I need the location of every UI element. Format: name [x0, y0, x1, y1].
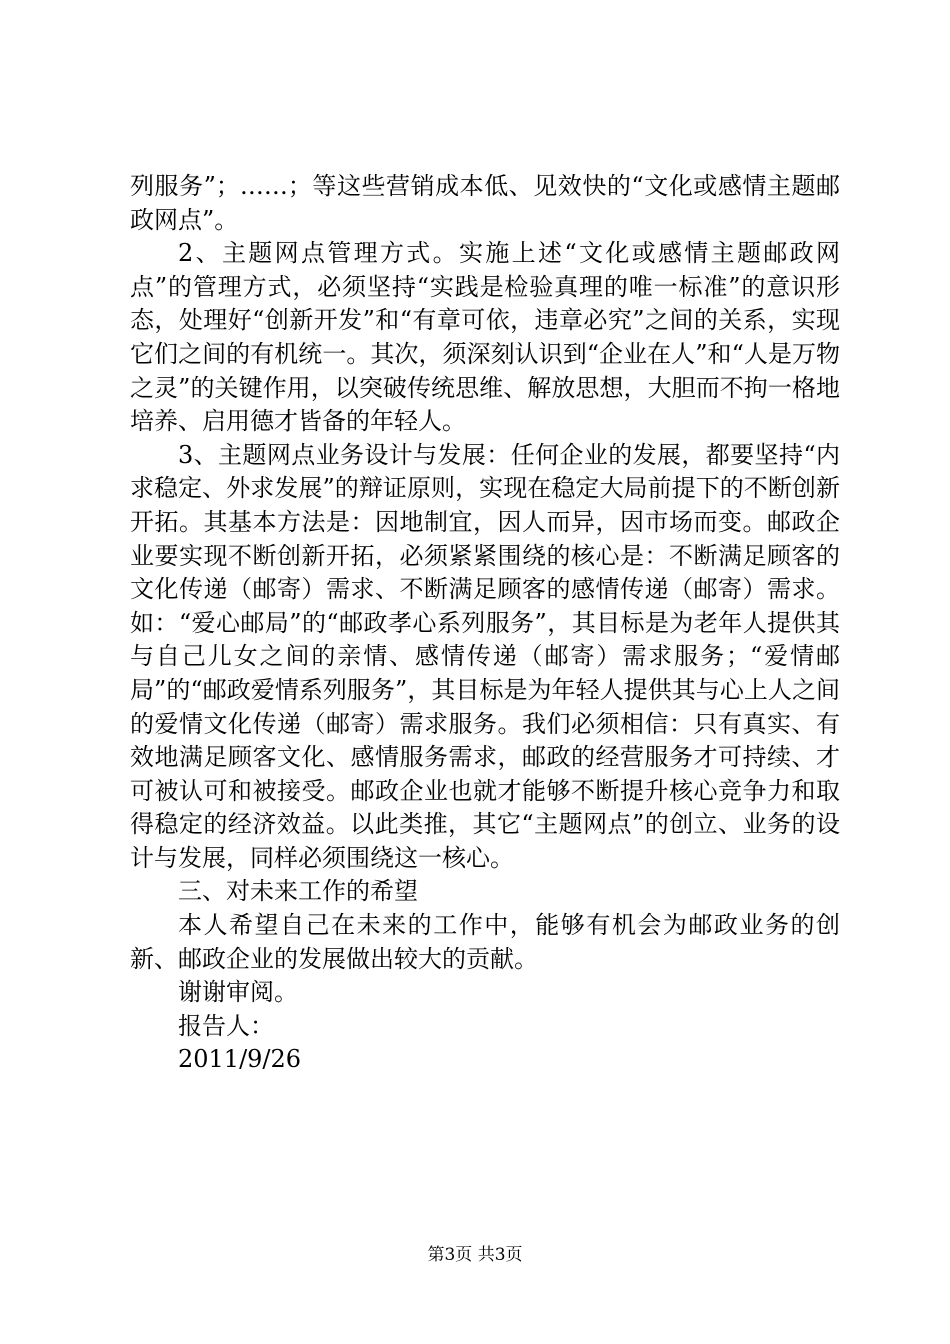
document-body — [130, 170, 840, 1077]
reporter-label: 报告人： — [178, 1011, 274, 1040]
report-date: 2011/9/26 — [178, 1045, 302, 1074]
paragraph-management-method: 2、主题网点管理方式。实施上述“文化或感情主题邮政网点”的管理方式，必须坚持“实践是检验真理的唯一标准”的意识形态，处理好“创新开发”和“有章可依，违章必究”之间的关系，实现它们之间的有机统一。其次，须深刻认识到“企业在人”和“人是万物之灵”的关键作用，以突破传统思维、解放思想，大胆而不拘一格地培养、启用德才皆备的年轻人。 — [130, 239, 840, 436]
page-number-footer: 第3页 共3页 — [427, 1245, 523, 1265]
section-heading-future-hopes: 三、对未来工作的希望 — [178, 877, 418, 906]
closing-thanks: 谢谢审阅。 — [178, 978, 298, 1007]
paragraph-business-design: 3、主题网点业务设计与发展：任何企业的发展，都要坚持“内求稳定、外求发展”的辩证原则，实现在稳定大局前提下的不断创新开拓。其基本方法是：因地制宜，因人而异，因市场而变。邮政企业要实现不断创新开拓，必须紧紧围绕的核心是：不断满足顾客的文化传递（邮寄）需求、不断满足顾客的感情传递（邮寄）需求。如：“爱心邮局”的“邮政孝心系列服务”，其目标是为老年人提供其与自己儿女之间的亲情、感情传递（邮寄）需求服务；“爱情邮局”的“邮政爱情系列服务”，其目标是为年轻人提供其与心上人之间的爱情文化传递（邮寄）需求服务。我们必须相信：只有真实、有效地满足顾客文化、感情服务需求，邮政的经营服务才可持续、才可被认可和被接受。邮政企业也就才能够不断提升核心竞争力和取得稳定的经济效益。以此类推，其它“主题网点”的创立、业务的设计与发展，同样必须围绕这一核心。 — [130, 440, 840, 872]
paragraph-personal-hope: 本人希望自己在未来的工作中，能够有机会为邮政业务的创新、邮政企业的发展做出较大的贡献。 — [130, 911, 840, 973]
paragraph-continuation: 列服务”；……；等这些营销成本低、见效快的“文化或感情主题邮政网点”。 — [130, 172, 840, 234]
